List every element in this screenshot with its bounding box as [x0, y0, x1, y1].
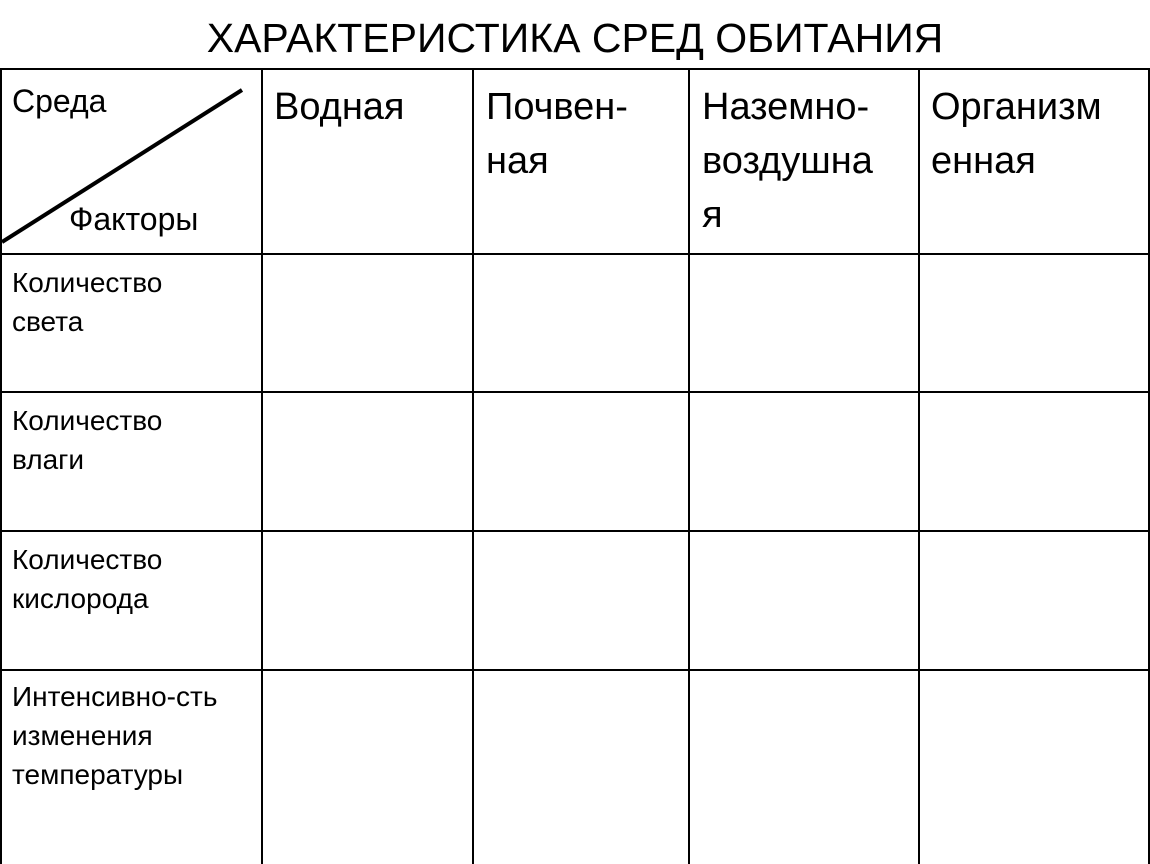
- row-label-light: Количество света: [12, 267, 163, 337]
- row-label-temperature: Интенсивно-сть изменения температуры: [12, 681, 218, 790]
- row-divider: [2, 530, 1148, 532]
- column-header-ground-air: Наземно- воздушна я: [702, 86, 873, 236]
- row-label-moisture: Количество влаги: [12, 405, 163, 475]
- row-label-oxygen: Количество кислорода: [12, 544, 163, 614]
- column-divider: [918, 70, 920, 864]
- corner-label-environment: Среда: [12, 83, 107, 119]
- row-divider: [2, 391, 1148, 393]
- column-header-soil: Почвен- ная: [486, 86, 628, 182]
- column-divider: [472, 70, 474, 864]
- column-header-organism: Организм енная: [931, 86, 1102, 182]
- page-title: ХАРАКТЕРИСТИКА СРЕД ОБИТАНИЯ: [206, 15, 944, 61]
- column-header-aquatic: Водная: [274, 86, 405, 128]
- column-divider: [688, 70, 690, 864]
- row-divider: [2, 669, 1148, 671]
- corner-label-factors: Факторы: [69, 201, 199, 237]
- habitat-table: [0, 68, 1150, 864]
